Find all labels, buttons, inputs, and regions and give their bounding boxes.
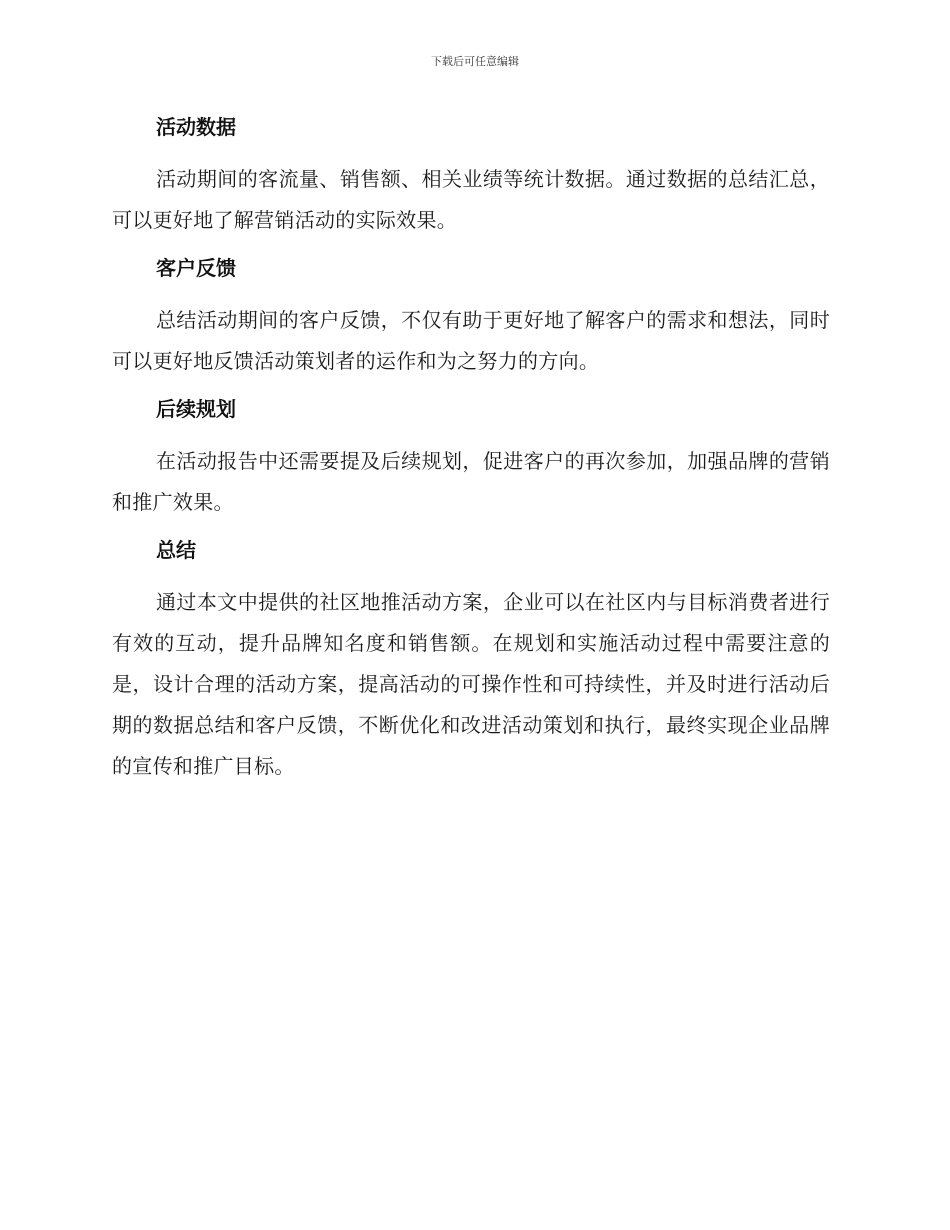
- section-summary: [112, 533, 830, 787]
- document-body: [112, 110, 830, 787]
- section-paragraph: 在活动报告中还需要提及后续规划，促进客户的再次参加，加强品牌的营销和推广效果。: [112, 449, 830, 514]
- section-paragraph: 通过本文中提供的社区地推活动方案，企业可以在社区内与目标消费者进行有效的互动，提升品牌知名度和销售额。在规划和实施活动过程中需要注意的是，设计合理的活动方案，提高活动的可操作性和可持续性，并及时进行活动后期的数据总结和客户反馈，不断优化和改进活动策划和执行，最终实现企业品牌的宣传和推广目标。: [112, 590, 830, 778]
- section-follow-up-plan: [112, 392, 830, 523]
- section-activity-data: [112, 110, 830, 241]
- section-heading: 后续规划: [156, 397, 236, 421]
- section-heading: 客户反馈: [156, 256, 236, 280]
- section-paragraph: 活动期间的客流量、销售额、相关业绩等统计数据。通过数据的总结汇总，可以更好地了解营销活动的实际效果。: [112, 167, 830, 232]
- page-header: 下载后可任意编辑: [431, 55, 519, 68]
- section-heading: 总结: [156, 538, 196, 562]
- section-paragraph: 总结活动期间的客户反馈，不仅有助于更好地了解客户的需求和想法，同时可以更好地反馈活动策划者的运作和为之努力的方向。: [112, 308, 830, 373]
- section-customer-feedback: [112, 251, 830, 382]
- section-heading: 活动数据: [156, 115, 236, 139]
